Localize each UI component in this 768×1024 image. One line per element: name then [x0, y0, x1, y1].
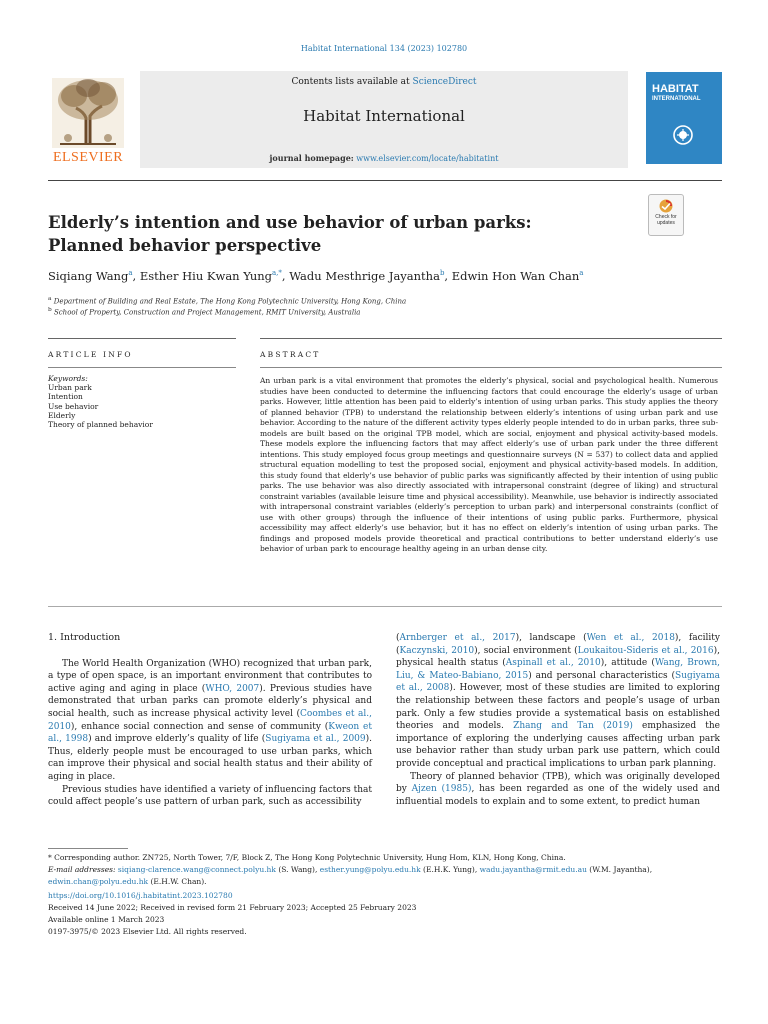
- paragraph-text: emphasized the importance of exploring the underlying causes affecting urban park use behavior rather than study urban park use pattern, which could provide conceptual and practical implications to urban park planning.: [396, 721, 721, 769]
- author-name[interactable]: Siqiang Wang: [48, 269, 129, 283]
- header-rule: [48, 180, 722, 181]
- keyword: Theory of planned behavior: [48, 420, 153, 430]
- journal-cover[interactable]: [646, 72, 722, 164]
- email-addresses: [48, 864, 722, 888]
- article-info-rule: [48, 367, 236, 368]
- affiliation-text: Department of Building and Real Estate, The Hong Kong Polytechnic University, Hong Kong, China: [53, 297, 407, 306]
- keyword: Intention: [48, 392, 83, 402]
- paragraph: [48, 784, 372, 809]
- citation-link[interactable]: Loukaitou-Sideris et al., 2016: [577, 645, 714, 656]
- paragraph-text: ) and improve elderly’s quality of life (: [88, 734, 266, 745]
- sciencedirect-link[interactable]: ScienceDirect: [412, 77, 477, 87]
- email-owner: (W.M. Jayantha),: [586, 865, 653, 874]
- author-affil-marker[interactable]: a,*: [272, 269, 282, 278]
- author-separator: ,: [132, 269, 140, 283]
- email-link[interactable]: wadu.jayantha@rmit.edu.au: [479, 865, 587, 874]
- abstract-bottom-rule: [48, 606, 722, 607]
- doi-line: [48, 890, 722, 902]
- abstract-top-rule: [260, 338, 722, 339]
- paragraph: [396, 632, 720, 771]
- paragraph-text: ), social environment (: [474, 645, 578, 656]
- keyword: Use behavior: [48, 401, 99, 411]
- available-online: Available online 1 March 2023: [48, 915, 165, 924]
- citation-link[interactable]: Kweon et al., 1998: [48, 721, 372, 745]
- paragraph-text: Previous studies have identified a variety of influencing factors that could affect people’s use pattern of urban park, such as accessibility: [48, 784, 372, 808]
- contents-prefix: Contents lists available at: [291, 77, 413, 87]
- paragraph-text: (: [396, 633, 400, 643]
- paragraph-text: ), physical health status (: [396, 645, 720, 669]
- paragraph-text: ). However, most of these studies are limited to exploring the relationship between these factors and people’s usage of urban park. Only a few studies provide a systematical basis on established theories and models.: [396, 683, 720, 732]
- paragraph-text: ), attitude (: [600, 658, 655, 669]
- copyright: 0197-3975/© 2023 Elsevier Ltd. All rights reserved.: [48, 927, 247, 936]
- affiliation-text: School of Property, Construction and Project Management, RMIT University, Australia: [53, 308, 361, 317]
- footnotes: [48, 852, 722, 938]
- author-affil-marker[interactable]: b: [439, 269, 445, 278]
- citation-link[interactable]: Wen et al., 2018: [586, 633, 675, 643]
- keyword: Urban park: [48, 383, 92, 393]
- author-affil-marker[interactable]: a: [128, 269, 133, 278]
- body-left-column: [48, 632, 372, 809]
- cover-title-line1: HABITAT: [652, 83, 699, 95]
- paragraph-text: ) and personal characteristics (: [528, 670, 676, 681]
- check-for-updates-button[interactable]: [648, 194, 684, 236]
- paragraph-text: Theory of planned behavior (TPB), which was originally developed by: [396, 771, 720, 795]
- author-name[interactable]: Edwin Hon Wan Chan: [451, 269, 580, 283]
- keywords-block: [48, 374, 153, 429]
- author-separator: ,: [281, 269, 290, 283]
- email-owner: (E.H.K. Yung),: [420, 865, 480, 874]
- check-updates-label: [649, 214, 683, 226]
- keyword: Elderly: [48, 410, 76, 420]
- affiliation: [48, 296, 406, 305]
- citation-link[interactable]: Coombes et al., 2010: [48, 708, 372, 732]
- article-info-heading: ARTICLE INFO: [48, 350, 133, 359]
- contents-available: [140, 77, 628, 87]
- body-right-column: [396, 632, 720, 808]
- author-list: [48, 269, 583, 283]
- paragraph-text: , has been regarded as one of the widely used and influential models to explain and to some extent, to predict human: [396, 784, 720, 807]
- homepage-label: journal homepage:: [269, 153, 354, 163]
- paragraph-text: ), facility (: [396, 633, 720, 656]
- received-dates: Received 14 June 2022; Received in revised form 21 February 2023; Accepted 25 February 2023: [48, 903, 417, 912]
- affiliation-marker: b: [48, 307, 52, 313]
- check-updates-icon: [658, 198, 674, 214]
- paragraph: [396, 771, 720, 809]
- affiliation-marker: a: [48, 296, 52, 302]
- author-name[interactable]: Wadu Mesthrige Jayantha: [289, 269, 440, 283]
- corresponding-author-note: * Corresponding author. ZN725, North Tower, 7/F, Block Z, The Hong Kong Polytechnic University, Hung Hom, KLN, Hong Kong, China.: [48, 853, 566, 862]
- keywords-label: Keywords:: [48, 374, 88, 383]
- paragraph-text: The World Health Organization (WHO) recognized that urban park, a type of open space, is an important environment that contributes to active aging and aging in place (: [48, 658, 372, 694]
- email-link[interactable]: esther.yung@polyu.edu.hk: [319, 865, 421, 874]
- paragraph-text: ), enhance social connection and sense of community (: [70, 721, 329, 732]
- running-head[interactable]: Habitat International 134 (2023) 102780: [300, 44, 468, 53]
- citation-link[interactable]: Sugiyama et al., 2008: [396, 670, 720, 694]
- paragraph-text: ), landscape (: [515, 633, 587, 643]
- citation-link[interactable]: Wang, Brown, Liu, & Mateo-Babiano, 2015: [396, 658, 720, 681]
- email-label: E-mail addresses:: [48, 865, 116, 874]
- journal-homepage: [140, 153, 628, 163]
- citation-link[interactable]: Ajzen (1985): [411, 784, 472, 795]
- article-title: Elderly’s intention and use behavior of urban parks: Planned behavior perspective: [48, 213, 532, 255]
- email-owner: (S. Wang),: [275, 865, 320, 874]
- citation-link[interactable]: Sugiyama et al., 2009: [265, 734, 366, 745]
- footnote-rule: [48, 848, 128, 849]
- author-name[interactable]: Esther Hiu Kwan Yung: [139, 269, 272, 283]
- citation-link[interactable]: Arnberger et al., 2017: [399, 633, 516, 643]
- homepage-link[interactable]: www.elsevier.com/locate/habitatint: [356, 154, 499, 163]
- citation-link[interactable]: WHO, 2007: [205, 683, 260, 694]
- abstract-rule: [260, 367, 722, 368]
- abstract-heading: ABSTRACT: [260, 350, 321, 359]
- abstract-text: An urban park is a vital environment that promotes the elderly’s physical, social and psychological health. Numerous studies have been conducted to determine the influencing factors that could encourage the elderly’s usage of urban parks. However, little attention has been paid to elderly’s intention of using urban parks. This study applies the theory of planned behavior (TPB) to understand the relationship between elderly’s intentions of using urban park and use behavior. According to the nature of the different activity types elderly people intended to do in urban parks, three sub-models are built based on the original TPB model, which are social, enjoyment and physical activity-based models. These models explore the influencing factors that may affect elderly’s use of urban park under the three different intentions. This study employed focus group meetings and questionnaire surveys (N = 537) to collect data and applied structural equation modelling to test the proposed social, enjoyment and physical activity-based models. In addition, this study found that elderly’s use behavior of public parks was significantly affected by their intention of using public parks. The use behavior was also directly associated with intrapersonal constraint (degree of liking) and structural constraint variables (available leisure time and physical accessibility). Meanwhile, use behavior is indirectly associated with intrapersonal constraint variables (elderly’s perception to urban park) and interpersonal constraints (conflict of use with other groups) through the influence of their intentions of using public parks. Furthermore, physical accessibility may affect elderly’s use behavior, but it has no effect on elderly’s intention of using urban parks. The findings and proposed models provide theoretical and practical contributions to better understand elderly’s use behavior of urban park to encourage healthy ageing in an urban dense city.: [260, 376, 718, 553]
- email-owner: (E.H.W. Chan).: [148, 877, 207, 886]
- affiliation: [48, 307, 360, 316]
- citation-link[interactable]: Kaczynski, 2010: [399, 645, 475, 656]
- publisher-logo-text: ELSEVIER: [52, 150, 124, 165]
- doi-link[interactable]: https://doi.org/10.1016/j.habitatint.2023.102780: [48, 891, 233, 900]
- check-updates-line2: updates: [657, 220, 675, 226]
- citation-link[interactable]: Aspinall et al., 2010: [505, 658, 601, 669]
- journal-title: Habitat International: [303, 107, 465, 125]
- citation-link[interactable]: Zhang and Tan (2019): [513, 721, 633, 732]
- section-heading: 1. Introduction: [48, 632, 121, 643]
- author-affil-marker[interactable]: a: [579, 269, 584, 278]
- cover-title: [652, 84, 701, 104]
- email-link[interactable]: edwin.chan@polyu.edu.hk: [48, 877, 149, 886]
- paragraph-text: ). Thus, elderly people must be encouraged to use urban parks, which can improve their physical and social health status and their ability of aging in place.: [48, 734, 373, 782]
- check-updates-line1: Check for: [655, 214, 677, 220]
- paragraph-text: ). Previous studies have demonstrated that urban parks can promote elderly’s physical and social health, such as increase physical activity level (: [48, 683, 373, 719]
- article-info-top-rule: [48, 338, 236, 339]
- email-link[interactable]: siqiang-clarence.wang@connect.polyu.hk: [117, 865, 276, 874]
- cover-emblem-icon: [672, 124, 694, 146]
- author-separator: ,: [444, 269, 452, 283]
- paragraph: [48, 658, 372, 784]
- journal-banner: [140, 71, 628, 168]
- cover-title-line2: INTERNATIONAL: [652, 96, 701, 102]
